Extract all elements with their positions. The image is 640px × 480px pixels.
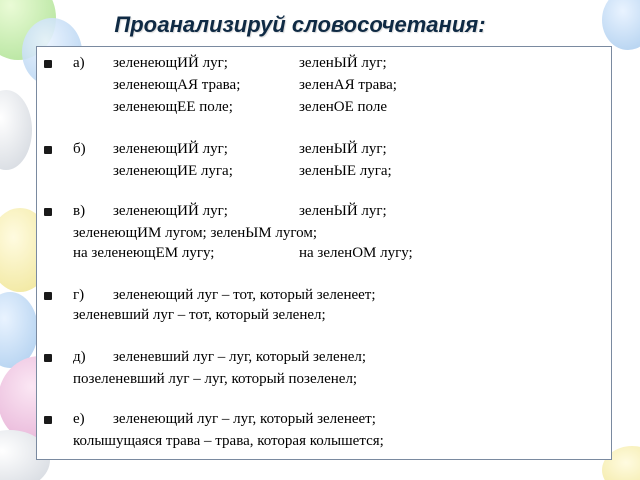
- content-panel: [36, 46, 612, 460]
- bullet-icon: [44, 60, 52, 68]
- phrase-participle: зеленеющИЙ луг;: [113, 55, 228, 71]
- content-area: [37, 47, 611, 459]
- bullet-icon: [44, 146, 52, 154]
- phrase-participle: на зеленеющЕМ лугу;: [73, 245, 215, 261]
- bullet-icon: [44, 354, 52, 362]
- section-label: в): [73, 203, 86, 219]
- section-label: е): [73, 411, 85, 427]
- bullet-icon: [44, 292, 52, 300]
- phrase-participle: зеленеющИЙ луг;: [113, 203, 228, 219]
- phrase-adjective: зеленОЕ поле: [299, 99, 387, 115]
- phrase-definition: зеленеющий луг – луг, который зеленеет;: [113, 411, 376, 427]
- phrase-participle: зеленеющЕЕ поле;: [113, 99, 233, 115]
- section-label: д): [73, 349, 86, 365]
- phrase-definition: зеленеющий луг – тот, который зеленеет;: [113, 287, 376, 303]
- phrase-participle: зеленеющИЕ луга;: [113, 163, 233, 179]
- phrase-adjective: зеленЫЙ луг;: [299, 141, 387, 157]
- bullet-icon: [44, 416, 52, 424]
- phrase-adjective: зеленЫЙ луг;: [299, 203, 387, 219]
- phrase-adjective: зеленЫЕ луга;: [299, 163, 392, 179]
- phrase-definition: зеленевший луг – луг, который зеленел;: [113, 349, 367, 365]
- section-label: г): [73, 287, 85, 303]
- slide-title: Проанализируй словосочетания:: [114, 12, 486, 37]
- phrase-definition: позеленевший луг – луг, который позеленел;: [73, 371, 358, 387]
- phrase-adjective: зеленЫЙ луг;: [299, 55, 387, 71]
- section-label: а): [73, 55, 85, 71]
- phrase-definition: зеленевший луг – тот, который зеленел;: [73, 307, 326, 323]
- phrase-participle: зеленеющАЯ трава;: [113, 77, 241, 93]
- phrase-definition: колышущаяся трава – трава, которая колышется;: [73, 433, 384, 449]
- bullet-icon: [44, 208, 52, 216]
- phrase-pair: зеленеющИМ лугом; зеленЫМ лугом;: [73, 225, 318, 241]
- phrase-participle: зеленеющИЙ луг;: [113, 141, 228, 157]
- phrase-adjective: зеленАЯ трава;: [299, 77, 397, 93]
- phrase-adjective: на зеленОМ лугу;: [299, 245, 413, 261]
- section-label: б): [73, 141, 86, 157]
